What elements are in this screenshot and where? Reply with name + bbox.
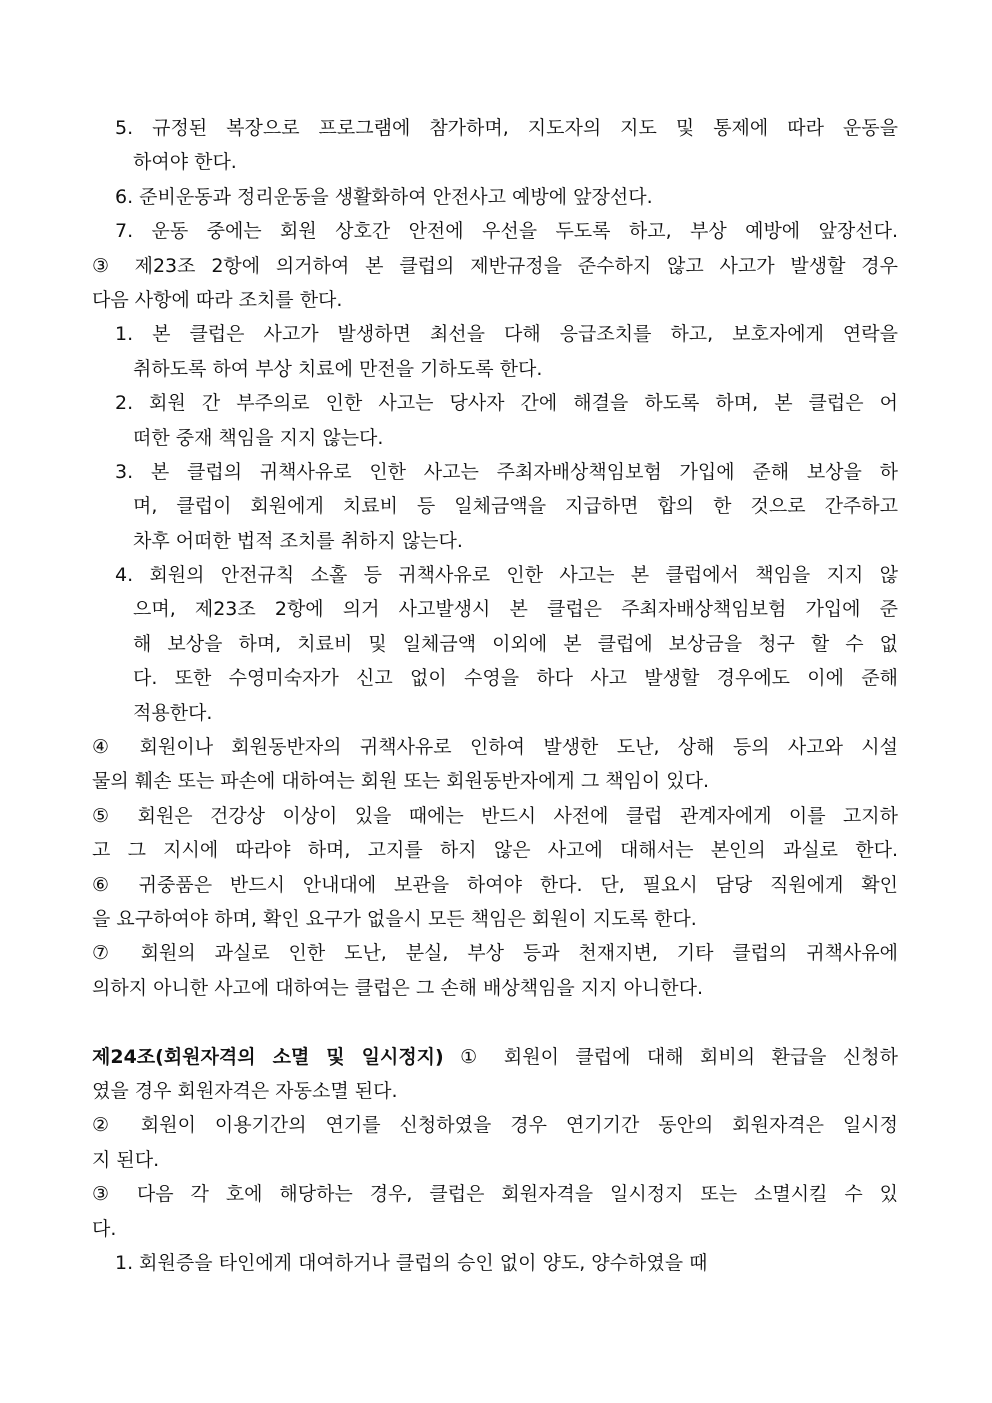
text-line: 1. 본 클럽은 사고가 발생하면 최선을 다해 응급조치를 하고, 보호자에게 연락을: [115, 323, 898, 346]
text-line: 였을 경우 회원자격은 자동소멸 된다.: [92, 1079, 398, 1102]
text-line: 7. 운동 중에는 회원 상호간 안전에 우선을 두도록 하고, 부상 예방에 앞장선다.: [115, 220, 898, 243]
text-line: ⑤ 회원은 건강상 이상이 있을 때에는 반드시 사전에 클럽 관계자에게 이를 고지하: [92, 804, 898, 827]
text-line: 을 요구하여야 하며, 확인 요구가 없을시 모든 책임은 회원이 지도록 한다.: [92, 907, 697, 930]
paragraph-gap: [92, 1005, 898, 1039]
text-line: ② 회원이 이용기간의 연기를 신청하였을 경우 연기기간 동안의 회원자격은 일시정: [92, 1114, 898, 1137]
document-page: [92, 111, 898, 1280]
text-line: 의하지 아니한 사고에 대하여는 클럽은 그 손해 배상책임을 지지 아니한다.: [92, 976, 704, 999]
article24-clause1-start: ① 회원이 클럽에 대해 회비의 환급을 신청하: [443, 1045, 898, 1068]
text-line: 다음 사항에 따라 조치를 한다.: [92, 288, 343, 311]
text-line: ③ 제23조 2항에 의거하여 본 클럽의 제반규정을 준수하지 않고 사고가 발생할 경우: [92, 254, 898, 277]
text-line: 4. 회원의 안전규칙 소홀 등 귀책사유로 인한 사고는 본 클럽에서 책임을 지지 않: [115, 564, 898, 587]
article23-continuation: [92, 111, 898, 1005]
text-line: 적용한다.: [133, 701, 213, 724]
text-line: 하여야 한다.: [133, 151, 237, 174]
text-line: 취하도록 하여 부상 치료에 만전을 기하도록 한다.: [133, 357, 543, 380]
text-line: 다. 또한 수영미숙자가 신고 없이 수영을 하다 사고 발생할 경우에도 이에 준해: [133, 667, 898, 690]
text-line: 으며, 제23조 2항에 의거 사고발생시 본 클럽은 주최자배상책임보험 가입에 준: [133, 598, 898, 621]
text-line: 다.: [92, 1217, 117, 1240]
text-line: 며, 클럽이 회원에게 치료비 등 일체금액을 지급하면 합의 한 것으로 간주하고: [133, 495, 898, 518]
text-line: ⑥ 귀중품은 반드시 안내대에 보관을 하여야 한다. 단, 필요시 담당 직원에게 확인: [92, 873, 898, 896]
text-line: ③ 다음 각 호에 해당하는 경우, 클럽은 회원자격을 일시정지 또는 소멸시킬 수 있: [92, 1183, 898, 1206]
text-line: 1. 회원증을 타인에게 대여하거나 클럽의 승인 없이 양도, 양수하였을 때: [115, 1251, 708, 1274]
text-line: 3. 본 클럽의 귀책사유로 인한 사고는 주최자배상책임보험 가입에 준해 보상을 하: [115, 460, 898, 483]
text-line: 6. 준비운동과 정리운동을 생활화하여 안전사고 예방에 앞장선다.: [115, 185, 653, 208]
text-line: 해 보상을 하며, 치료비 및 일체금액 이외에 본 클럽에 보상금을 청구 할 수 없: [133, 632, 898, 655]
text-line: 지 된다.: [92, 1148, 160, 1171]
text-line: 떠한 중재 책임을 지지 않는다.: [133, 426, 384, 449]
text-line: 고 그 지시에 따라야 하며, 고지를 하지 않은 사고에 대해서는 본인의 과실로 한다.: [92, 839, 898, 862]
text-line: ⑦ 회원의 과실로 인한 도난, 분실, 부상 등과 천재지변, 기타 클럽의 귀책사유에: [92, 942, 898, 965]
article24-heading: 제24조(회원자격의 소멸 및 일시정지): [92, 1045, 444, 1068]
article24-body: [92, 1074, 898, 1280]
text-line: ④ 회원이나 회원동반자의 귀책사유로 인하여 발생한 도난, 상해 등의 사고와 시설: [92, 736, 898, 759]
text-line: 차후 어떠한 법적 조치를 취하지 않는다.: [133, 529, 463, 552]
article24-first-line: [92, 1040, 898, 1074]
text-line: 2. 회원 간 부주의로 인한 사고는 당사자 간에 해결을 하도록 하며, 본 클럽은 어: [115, 392, 898, 415]
text-line: 물의 훼손 또는 파손에 대하여는 회원 또는 회원동반자에게 그 책임이 있다.: [92, 770, 710, 793]
text-line: 5. 규정된 복장으로 프로그램에 참가하며, 지도자의 지도 및 통제에 따라 운동을: [115, 117, 898, 139]
